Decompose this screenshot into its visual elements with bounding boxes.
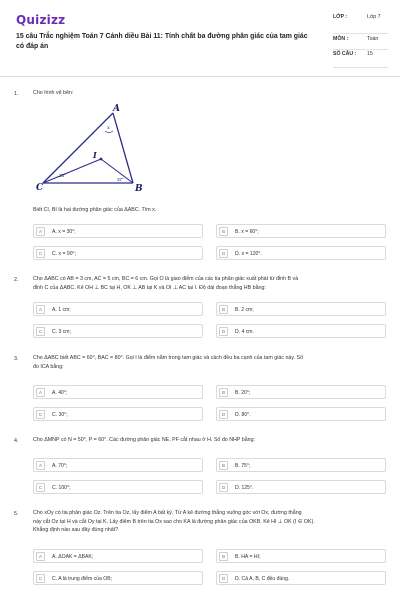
option-letter: A — [36, 305, 45, 314]
option-text: A. 70°; — [52, 462, 68, 469]
option-text: C. x = 90°; — [52, 250, 76, 257]
option-letter: D — [219, 410, 228, 419]
meta-class-key: LỚP : — [333, 14, 348, 20]
question-line: này cắt Oz tại H và cắt Oy tại K. Lấy điểm B trên tia Ox sao cho KA là đường phân giác của OKB. Kẻ HI ⊥ OK (I ∈ OK). — [33, 518, 315, 525]
option-letter: D — [219, 483, 228, 492]
option-text: C. 3 cm; — [52, 328, 71, 335]
option-text: C. 30°; — [52, 411, 68, 418]
answer-option-d[interactable] — [216, 407, 386, 421]
answer-option-b[interactable] — [216, 549, 386, 563]
answer-option-a[interactable] — [33, 385, 203, 399]
question-text: Biết CI, BI là hai đường phân giác của ΔABC. Tìm x. — [33, 207, 157, 213]
option-text: A. 40°; — [52, 389, 68, 396]
angle-b-label: 37° — [117, 177, 124, 182]
meta-divider — [333, 67, 388, 68]
header-separator — [0, 76, 400, 77]
meta-divider — [333, 49, 388, 50]
option-letter: C — [36, 410, 45, 419]
option-text: B. 2 cm; — [235, 306, 254, 313]
answer-option-d[interactable] — [216, 571, 386, 585]
question-line: Cho ΔABC biết ABC = 60°, BAC = 80°. Gọi I là điểm nằm trong tam giác và cách đều ba cạnh của tam giác này. Số — [33, 355, 304, 361]
question-number: 3. — [14, 356, 19, 362]
meta-count-row — [333, 51, 388, 61]
option-letter: D — [219, 574, 228, 583]
option-text: A. x = 30°; — [52, 228, 76, 235]
option-text: B. 75°; — [235, 462, 251, 469]
option-letter: B — [219, 461, 228, 470]
answer-option-c[interactable] — [33, 407, 203, 421]
answer-option-d[interactable] — [216, 324, 386, 338]
question-number: 2. — [14, 277, 19, 283]
option-text: A. 1 cm; — [52, 306, 71, 313]
meta-divider — [333, 33, 388, 34]
option-letter: D — [219, 249, 228, 258]
question-line: Cho ΔABC có AB = 3 cm, AC = 5 cm, BC = 6 cm. Gọi O là giao điểm của các tia phân giác xuất phát từ đỉnh B và — [33, 276, 299, 282]
option-text: D. 4 cm. — [235, 328, 254, 335]
meta-subject-value: Toán — [367, 36, 379, 42]
question-number: 1. — [14, 91, 19, 97]
answer-option-d[interactable] — [216, 480, 386, 494]
option-text: B. 20°; — [235, 389, 251, 396]
option-letter: C — [36, 249, 45, 258]
answer-option-c[interactable] — [33, 480, 203, 494]
answer-option-a[interactable] — [33, 549, 203, 563]
option-letter: C — [36, 483, 45, 492]
option-text: A. ΔOAK = ΔBAK; — [52, 553, 94, 560]
answer-option-a[interactable] — [33, 224, 203, 238]
option-letter: B — [219, 227, 228, 236]
question-text — [33, 275, 389, 292]
option-text: B. x = 60°; — [235, 228, 259, 235]
answer-option-a[interactable] — [33, 302, 203, 316]
option-text: B. HA = HI; — [235, 553, 261, 560]
incenter-label: I — [93, 150, 97, 160]
meta-subject-key: MÔN : — [333, 36, 349, 42]
meta-count-value: 15 — [367, 51, 373, 57]
question-line: Cho hình vẽ bên: — [33, 90, 74, 96]
answer-option-c[interactable] — [33, 571, 203, 585]
answer-option-d[interactable] — [216, 246, 386, 260]
question-line: Cho xOy có tia phân giác Oz. Trên tia Oz, lấy điểm A bất kỳ. Từ A kẻ đường thẳng vuông góc với Ox, đường thẳng — [33, 510, 302, 516]
question-line: đỉnh C của ΔABC. Kẻ OH ⊥ BC tại H, OK ⊥ AB tại K và OI ⊥ AC tại I. Độ dài đoạn thẳng HB bằng: — [33, 284, 266, 291]
angle-x-label: x — [107, 125, 110, 131]
vertex-a-label: A — [113, 104, 120, 114]
option-letter: A — [36, 552, 45, 561]
option-text: D. Cả A, B, C đều đúng. — [235, 575, 290, 582]
angle-c-label: 25° — [59, 173, 66, 178]
answer-option-b[interactable] — [216, 458, 386, 472]
option-letter: A — [36, 388, 45, 397]
question-number: 5. — [14, 511, 19, 517]
question-text — [33, 436, 389, 445]
option-letter: B — [219, 388, 228, 397]
option-letter: D — [219, 327, 228, 336]
answer-option-b[interactable] — [216, 385, 386, 399]
quizizz-logo: Quizizz — [16, 13, 66, 27]
question-text — [33, 509, 389, 535]
option-letter: B — [219, 305, 228, 314]
option-text: D. 125°. — [235, 484, 254, 491]
question-text — [33, 354, 389, 371]
question-line: Cho ΔMNP có N = 50°, P = 60°. Các đường phân giác NE, PF cắt nhau ở H. Số đo NHP bằng: — [33, 437, 256, 443]
page-title: 15 câu Trắc nghiệm Toán 7 Cánh diều Bài 11: Tính chất ba đường phân giác của tam giác có đáp án — [16, 33, 308, 50]
option-letter: B — [219, 552, 228, 561]
vertex-b-label: B — [135, 184, 143, 193]
question-number: 4. — [14, 438, 19, 444]
meta-class-value: Lớp 7 — [367, 14, 381, 20]
answer-option-c[interactable] — [33, 324, 203, 338]
option-text: D. 80°. — [235, 411, 251, 418]
option-letter: C — [36, 327, 45, 336]
answer-option-b[interactable] — [216, 224, 386, 238]
option-text: C. 100°; — [52, 484, 71, 491]
option-letter: A — [36, 461, 45, 470]
answer-option-c[interactable] — [33, 246, 203, 260]
question-line: Khẳng định nào sau đây đúng nhất? — [33, 527, 119, 533]
option-text: D. x = 120°. — [235, 250, 262, 257]
option-letter: C — [36, 574, 45, 583]
vertex-c-label: C — [36, 183, 44, 193]
triangle-figure — [33, 103, 153, 193]
meta-count-key: SỐ CÂU : — [333, 51, 357, 57]
option-text: C. A là trung điểm của OB; — [52, 575, 113, 582]
question-line: đo ICA bằng: — [33, 363, 64, 370]
answer-option-a[interactable] — [33, 458, 203, 472]
answer-option-b[interactable] — [216, 302, 386, 316]
question-text — [33, 89, 389, 98]
meta-panel — [333, 14, 388, 61]
option-letter: A — [36, 227, 45, 236]
